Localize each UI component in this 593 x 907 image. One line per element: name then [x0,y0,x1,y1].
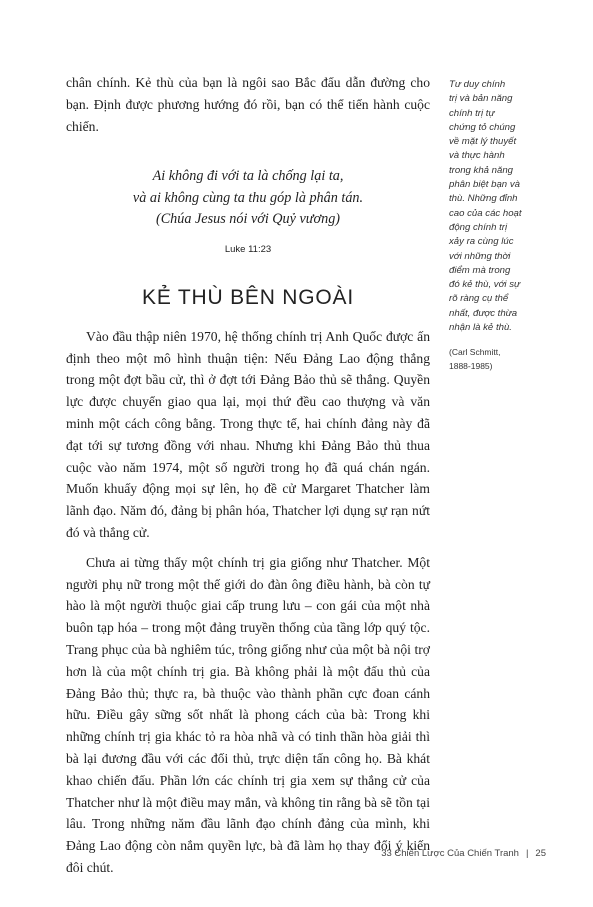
margin-quote-line: về mặt lý thuyết [449,136,517,148]
margin-quote-line: phân biệt bạn và [449,179,520,191]
margin-quote-line: nhận là kẻ thù. [449,322,512,334]
margin-quote-line: Tư duy chính [449,79,506,90]
page-footer [381,848,546,860]
margin-quote-line: chính trị tự [449,107,495,119]
margin-quote-line: rõ ràng cụ thể [449,293,509,305]
margin-quote-line: với những thời [449,250,511,262]
body-paragraph: Chưa ai từng thấy một chính trị gia giống như Thatcher. Một người phụ nữ trong một thế giới do đàn ông điều hành, bà còn tự hào là một người thuộc giai cấp trung lưu – con gái của một nhà buôn tạp hóa – trong một đảng truyền thống của tầng lớp quý tộc. Trang phục của bà nghiêm túc, trông giống như của một bà nội trợ hơn là của một chính trị gia. Bà không phải là một đấu thủ của Đảng Bảo thủ; thực ra, bà thuộc vào thành phần cực đoan cánh hữu. Điều gây sững sốt nhất là phong cách của bà: Trong khi những chính trị gia khác tỏ ra hòa nhã và có tinh thần hòa giải thì bà lại đương đầu với các đối thủ, trực diện tấn công họ. Bà khát khao chiến đấu. Phần lớn các chính trị gia xem sự thắng cử của Thatcher như là một điều may mắn, và không tin rằng bà sẽ tồn tại lâu. Trong những năm đầu lãnh đạo chính đảng của mình, khi Đảng Lao động còn nắm quyền lực, bà đã làm họ thay đổi ý kiến đôi chút. [66,554,430,876]
margin-quote-line: cao của các hoạt [449,207,522,219]
margin-quote-line: xảy ra cùng lúc [449,236,514,248]
footer-separator: | [525,848,529,859]
margin-quote-line: và thực hành [449,150,505,162]
body-paragraph-continued: chân chính. Kẻ thù của bạn là ngôi sao Bắc đẩu dẫn đường cho bạn. Định được phương hướng đó rồi, bạn có thể tiến hành cuộc chiến. [66,75,430,134]
page-number: 25 [535,848,546,859]
running-book-title: 33 Chiến Lược Của Chiến Tranh [381,848,519,859]
margin-quote-line: thù. Những đỉnh [449,193,518,205]
margin-quote-line: trị và bản năng [449,93,513,105]
margin-quote-line: chứng tỏ chúng [449,121,516,133]
margin-quote-line: động chính trị [449,221,508,233]
margin-quote-line: điểm mà trong [449,264,511,276]
margin-quote-line: trong khả năng [449,164,514,176]
body-paragraph: Vào đầu thập niên 1970, hệ thống chính trị Anh Quốc được ấn định theo một mô hình thuận tiện: Nếu Đảng Lao động thắng trong một đợt bầu cử, thì ở đợt tới Đảng Bảo thủ sẽ thắng. Quyền lực được chuyển giao qua lại, mọi thứ đều cao thượng và văn minh một cách công bằng. Trong thực tế, hai chính đảng này đã đạt tới sự tương đồng với nhau. Nhưng khi Đảng Bảo thủ thua cuộc vào năm 1974, một số người trong họ đã quá chán ngán. Muốn khuấy động mọi sự lên, họ đề cử Margaret Thatcher làm lãnh đạo. Năm đó, đảng bị phân hóa, Thatcher lợi dụng sự rạn nứt đó và thắng cử. [66,328,430,541]
margin-quote-line: đó kẻ thù, với sự [449,279,521,291]
section-title: KẺ THÙ BÊN NGOÀI [142,285,354,309]
epigraph [66,166,430,231]
attribution-line: 1888-1985) [449,361,493,372]
margin-quote [449,78,547,373]
epigraph-source: Luke 11:23 [224,243,272,255]
main-text-column [66,72,430,879]
epigraph-line: (Chúa Jesus nói với Quỷ vương) [155,211,341,228]
margin-quote-text [449,78,547,335]
margin-quote-attribution [449,345,547,373]
epigraph-line: và ai không cùng ta thu góp là phân tán. [132,189,364,206]
margin-quote-line: nhất, được thừa [449,307,518,319]
attribution-line: (Carl Schmitt, [449,347,501,358]
epigraph-line: Ai không đi với ta là chống lại ta, [152,168,344,185]
